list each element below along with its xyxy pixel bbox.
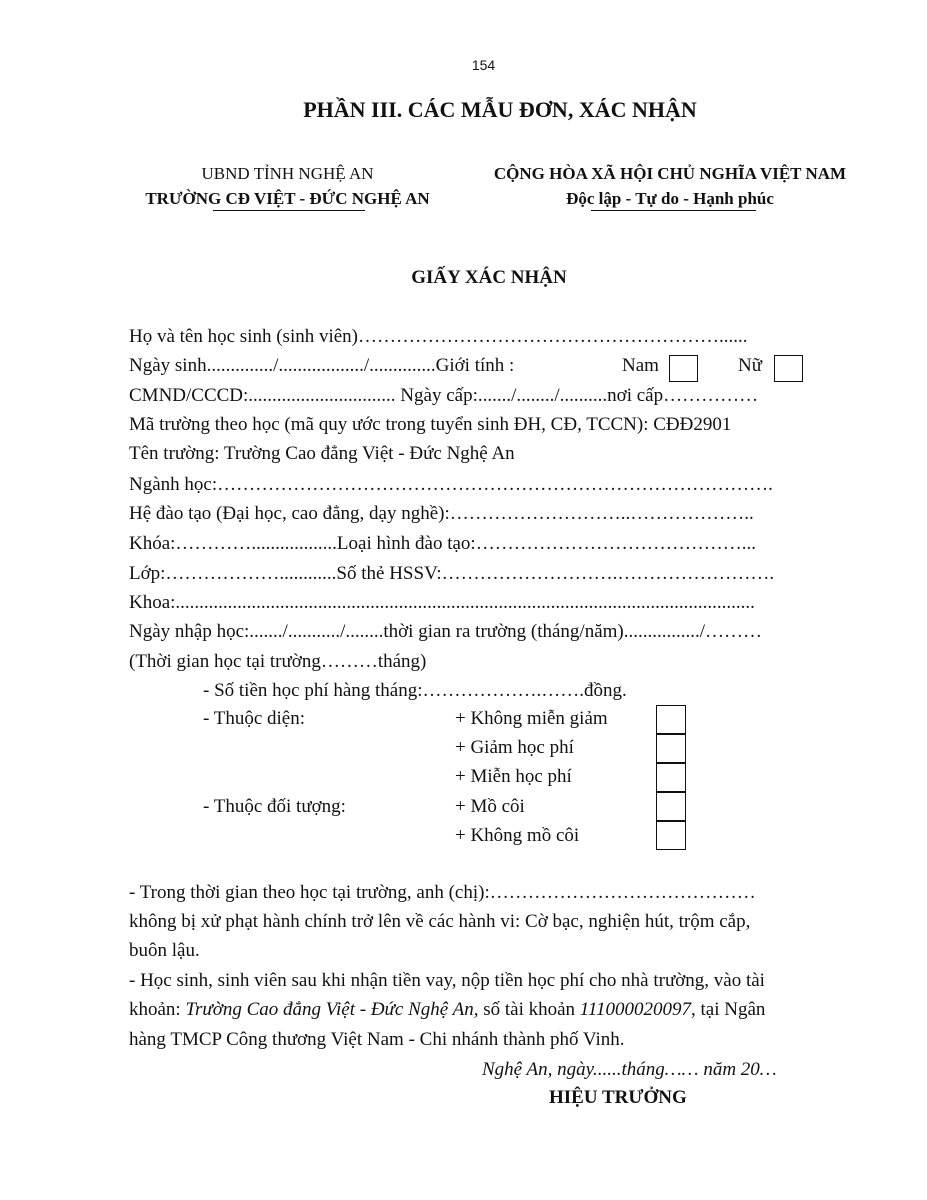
gender-male-label: Nam (622, 355, 659, 376)
gender-male-checkbox[interactable] (669, 355, 698, 382)
checkbox-fee-exempt[interactable] (656, 763, 686, 792)
subject-group-label: - Thuộc đối tượng: (203, 796, 346, 817)
option-not-orphan: + Không mồ côi (455, 825, 580, 846)
category-label: - Thuộc diện: (203, 708, 306, 729)
signature-title: HIỆU TRƯỞNG (549, 1087, 687, 1108)
checkbox-no-reduction[interactable] (656, 705, 686, 734)
gender-female-checkbox[interactable] (774, 355, 803, 382)
option-orphan: + Mồ côi (455, 796, 525, 817)
document-title: GIẤY XÁC NHẬN (411, 267, 567, 288)
field-cohort: Khóa:…………..................Loại hình đào tạo:……………………………………... (129, 533, 756, 554)
signature-place-date: Nghệ An, ngày......tháng…… năm 20… (482, 1059, 777, 1080)
field-faculty: Khoa:.......................................................................................................................... (129, 592, 755, 613)
option-no-reduction: + Không miễn giảm (455, 708, 608, 729)
conduct-line-3: buôn lậu. (129, 940, 200, 961)
field-full-name: Họ và tên học sinh (sinh viên)…………………………………………………...... (129, 326, 748, 347)
payment-account-number: 111000020097 (579, 999, 691, 1020)
field-training-level: Hệ đào tạo (Đại học, cao đẳng, dạy nghề):………………………..……………….. (129, 503, 754, 524)
header-nation: CỘNG HÒA XÃ HỘI CHỦ NGHĨA VIỆT NAM (493, 164, 847, 183)
header-school: TRƯỜNG CĐ VIỆT - ĐỨC NGHỆ AN (145, 189, 430, 208)
field-id-card: CMND/CCCD:............................... Ngày cấp:......./......../..........nơi cấp…………… (129, 385, 759, 406)
header-motto: Độc lập - Tự do - Hạnh phúc (566, 189, 774, 208)
field-class: Lớp:………………............Số thẻ HSSV:……………………….……………………. (129, 563, 775, 584)
field-enrollment-date: Ngày nhập học:......./.........../........thời gian ra trường (tháng/năm)................/……… (129, 621, 763, 642)
header-authority: UBND TỈNH NGHỆ AN (201, 164, 374, 183)
field-date-of-birth: Ngày sinh............../................../..............Giới tính : (129, 355, 515, 376)
payment-account-name: Trường Cao đẳng Việt - Đức Nghệ An, (185, 999, 479, 1020)
tuition-amount: - Số tiền học phí hàng tháng:……………….…….đồng. (203, 680, 627, 701)
section-title: PHẦN III. CÁC MẪU ĐƠN, XÁC NHẬN (303, 97, 697, 122)
page-number: 154 (471, 57, 496, 73)
checkbox-not-orphan[interactable] (656, 821, 686, 850)
field-school-code: Mã trường theo học (mã quy ước trong tuyển sinh ĐH, CĐ, TCCN): CĐĐ2901 (129, 414, 732, 435)
field-school-name: Tên trường: Trường Cao đẳng Việt - Đức Nghệ An (129, 443, 515, 464)
payment-line-2 (129, 999, 765, 1021)
field-major: Ngành học:……………………………………………………………………………. (129, 474, 773, 495)
payment-account-prefix: khoản: (129, 999, 186, 1020)
payment-line-3: hàng TMCP Công thương Việt Nam - Chi nhánh thành phố Vinh. (129, 1029, 625, 1050)
field-study-duration: (Thời gian học tại trường………tháng) (129, 651, 427, 672)
payment-bank-prefix: , tại Ngân (690, 999, 766, 1020)
payment-line-1: - Học sinh, sinh viên sau khi nhận tiền vay, nộp tiền học phí cho nhà trường, vào tài (129, 970, 765, 991)
option-fee-exempt: + Miễn học phí (455, 766, 572, 787)
conduct-line-1: - Trong thời gian theo học tại trường, anh (chị):…………………………………… (129, 882, 756, 903)
header-motto-underline (591, 210, 756, 211)
payment-account-label: số tài khoản (478, 999, 580, 1020)
header-school-underline (213, 210, 365, 211)
checkbox-orphan[interactable] (656, 792, 686, 821)
checkbox-reduced-fee[interactable] (656, 734, 686, 763)
option-reduced-fee: + Giảm học phí (455, 737, 574, 758)
gender-female-label: Nữ (738, 355, 763, 376)
conduct-line-2: không bị xử phạt hành chính trở lên về các hành vi: Cờ bạc, nghiện hút, trộm cắp, (129, 911, 751, 932)
